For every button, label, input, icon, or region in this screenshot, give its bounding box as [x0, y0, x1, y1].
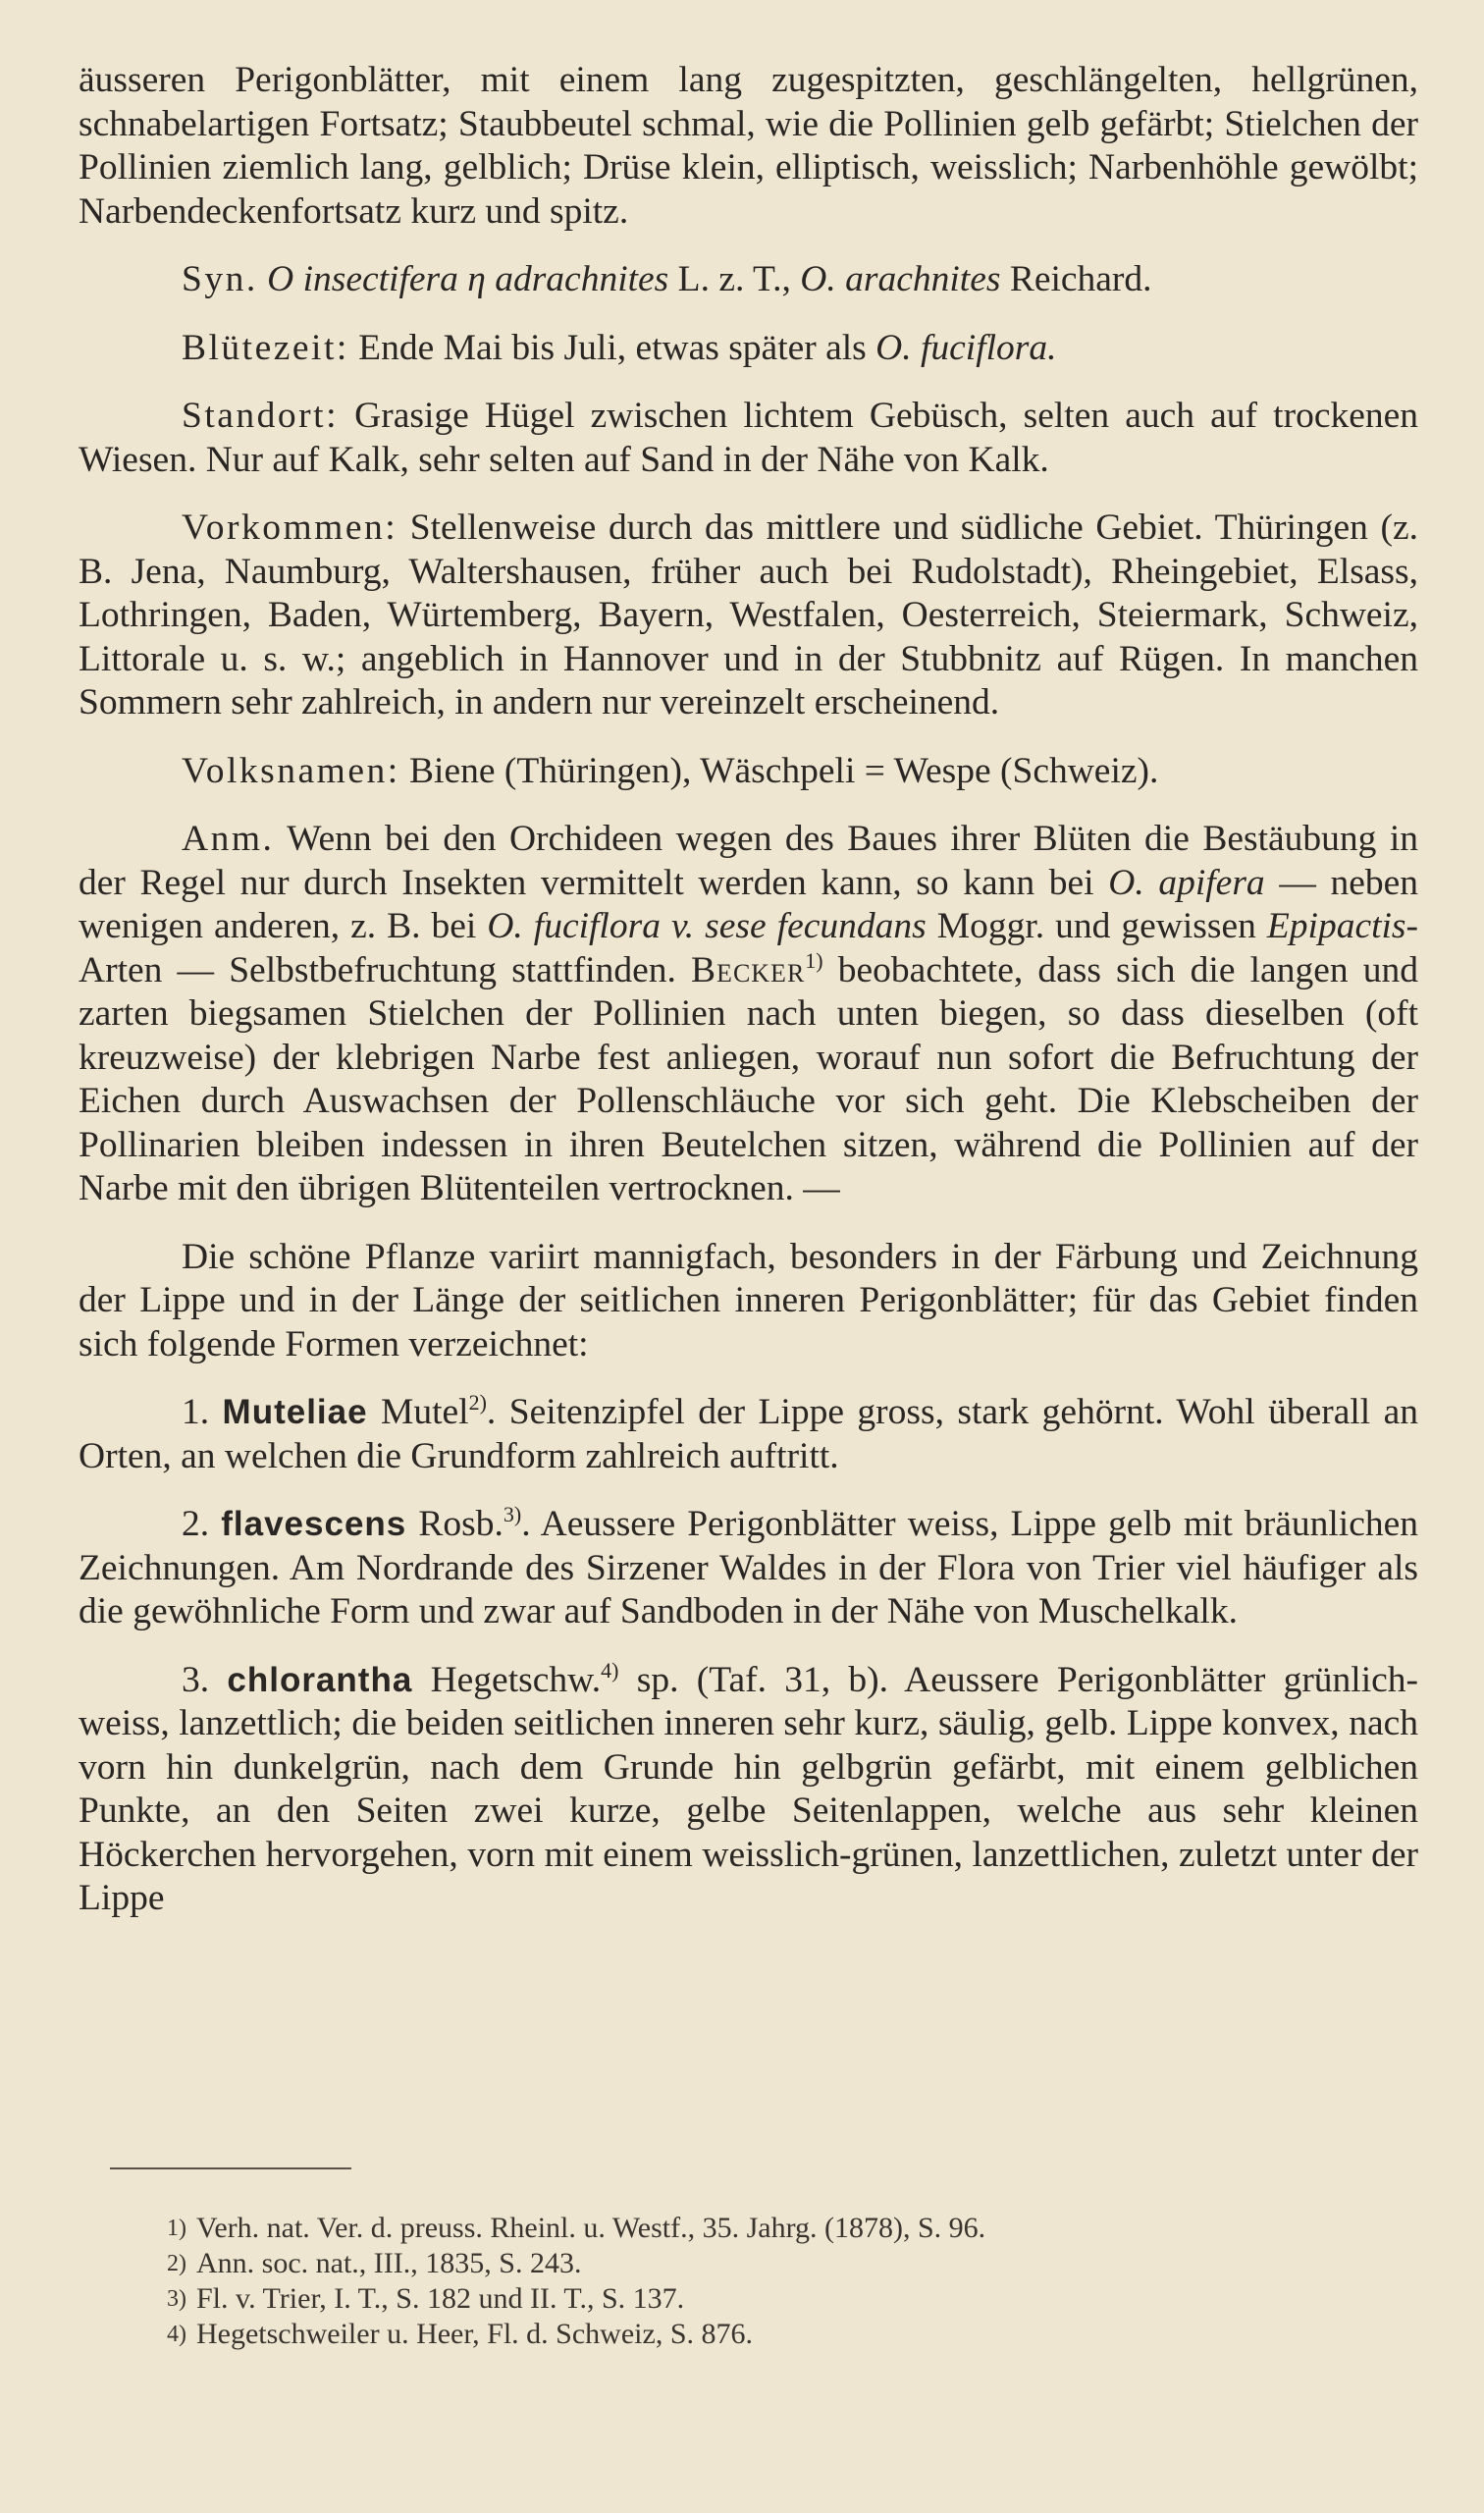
occurrence-paragraph: Vorkommen: Stellenweise durch das mittlere und südliche Gebiet. Thüringen (z. B. Jena, Naumburg, Waltershausen, früher auch bei Rudolstadt), Rheingebiet, Elsass, Lothringen, Baden, Würtemberg, Bayern, Westfalen, Oesterreich, Steiermark, Schweiz, Littorale u. s. w.; angeblich in Hannover und in der Stubbnitz auf Rügen. In manchen Sommern sehr zahlreich, in andern nur vereinzelt erscheinend.: [79, 508, 1418, 722]
footnotes: [167, 2211, 1345, 2352]
common-names-paragraph: Volksnamen: Biene (Thüringen), Wäschpeli = Wespe (Schweiz).: [182, 750, 1159, 791]
variety-name: chlorantha: [227, 1660, 413, 1699]
footnote-ref: 1): [805, 947, 823, 973]
note-paragraph: Anm. Wenn bei den Orchideen wegen des Baues ihrer Blüten die Bestäubung in der Regel nur durch Insekten vermittelt werden kann, so kann bei O. apifera — neben wenigen anderen, z. B. bei O. fuciflora v. sese fecundans Moggr. und gewissen Epipactis-Arten — Selbstbefruchtung stattfinden. Becker$^{1)}$ beobachtete, dass sich die langen und zarten biegsamen Stielchen der Pollinien nach unten biegen, so dass dieselben (oft kreuzweise) der klebrigen Narbe fest anliegen, worauf nun sofort die Befruchtung der Eichen durch Auswachsen der Pollenschläuche vor sich geht. Die Klebscheiben der Pollinarien bleiben indessen in ihren Beutelchen sitzen, während die Pollinien auf der Narbe mit den übrigen Blütenteilen vertrocknen. —: [79, 819, 1419, 1208]
body-text: [79, 59, 1418, 1921]
footnote: 4) Hegetschweiler u. Heer, Fl. d. Schweiz, S. 876.: [167, 2318, 753, 2350]
habitat-label: Standort:: [182, 396, 339, 436]
footnote-ref: 3): [503, 1502, 522, 1526]
variety-name: flavescens: [221, 1505, 407, 1543]
synonym-label: Syn.: [182, 259, 258, 299]
footnote-divider: [110, 2167, 351, 2169]
footnote: 3) Fl. v. Trier, I. T., S. 182 und II. T., S. 137.: [167, 2282, 685, 2315]
note-label: Anm.: [182, 819, 275, 859]
author-name: Becker: [691, 949, 806, 990]
footnote: 1) Verh. nat. Ver. d. preuss. Rheinl. u. Westf., 35. Jahrg. (1878), S. 96.: [167, 2212, 986, 2244]
flowering-time-label: Blütezeit:: [182, 327, 349, 368]
variety-item: 3. chlorantha Hegetschw.$^{4)}$ sp. (Taf. 31, b). Aeussere Perigonblätter grünlich-weiss, lanzettlich; die beiden seitlichen inneren sehr kurz, säulig, gelb. Lippe konvex, nach vorn hin dunkelgrün, nach dem Grunde hin gelbgrün gefärbt, mit einem gelblichen Punkte, an den Seiten zwei kurze, gelbe Seitenlappen, welche aus sehr kleinen Höckerchen hervorgehen, vorn mit einem weisslich-grünen, lanzettlichen, zuletzt unter der Lippe: [79, 1657, 1419, 1918]
synonym-name: O insectifera η adrachnites: [267, 259, 669, 299]
description-paragraph: äusseren Perigonblätter, mit einem lang zugespitzten, geschlängelten, hellgrünen, schnabelartigen Fortsatz; Staubbeutel schmal, wie die Pollinien gelb gefärbt; Stielchen der Pollinien ziemlich lang, gelblich; Drüse klein, elliptisch, weisslich; Narbenhöhle gewölbt; Narbendeckenfortsatz kurz und spitz.: [79, 60, 1418, 232]
variety-item: 1. Muteliae Mutel$^{2)}$. Seitenzipfel der Lippe gross, stark gehörnt. Wohl überall an Orten, an welchen die Grundform zahlreich auftritt.: [79, 1390, 1419, 1476]
footnote-ref: 2): [468, 1390, 487, 1415]
synonym-name: O. arachnites: [800, 259, 1001, 299]
variety-item: 2. flavescens Rosb.$^{3)}$. Aeussere Perigonblätter weiss, Lippe gelb mit bräunlichen Zeichnungen. Am Nordrande des Sirzener Waldes in der Flora von Trier viel häufiger als die gewöhnliche Form und zwar auf Sandboden in der Nähe von Muschelkalk.: [79, 1502, 1419, 1631]
occurrence-label: Vorkommen:: [182, 508, 398, 548]
forms-paragraph: Die schöne Pflanze variirt mannigfach, besonders in der Färbung und Zeichnung der Lippe und in der Länge der seitlichen inneren Perigonblätter; für das Gebiet finden sich folgende Formen verzeichnet:: [79, 1236, 1418, 1364]
flowering-time-paragraph: Blütezeit: Ende Mai bis Juli, etwas später als O. fuciflora.: [182, 327, 1057, 368]
synonym-paragraph: Syn. O insectifera η adrachnites L. z. T., O. arachnites Reichard.: [182, 259, 1152, 299]
footnote-ref: 4): [601, 1657, 619, 1683]
habitat-paragraph: Standort: Grasige Hügel zwischen lichtem Gebüsch, selten auch auf trockenen Wiesen. Nur auf Kalk, sehr selten auf Sand in der Nähe von Kalk.: [79, 396, 1419, 480]
common-names-label: Volksnamen:: [182, 750, 400, 791]
variety-name: Muteliae: [222, 1393, 368, 1431]
footnote: 2) Ann. soc. nat., III., 1835, S. 243.: [167, 2247, 582, 2279]
